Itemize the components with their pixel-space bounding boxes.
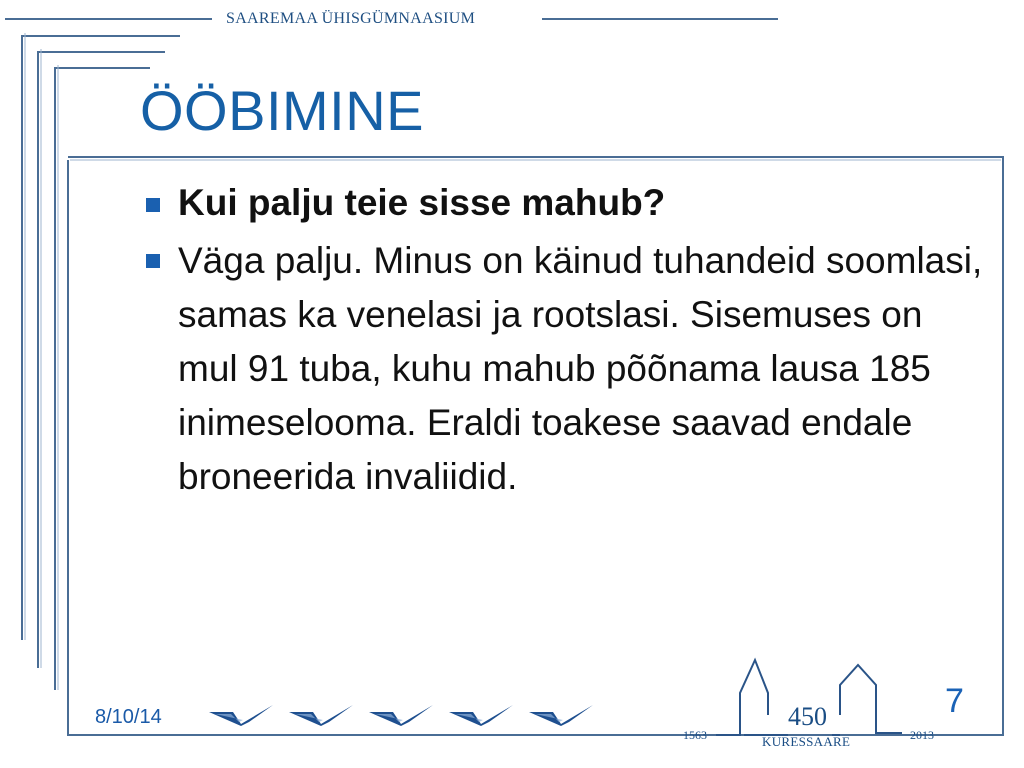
bullet-item [146, 178, 986, 228]
slide-content [146, 178, 986, 510]
school-name: SAAREMAA ÜHISGÜMNAASIUM [226, 10, 476, 27]
logo-number: 450 [788, 702, 827, 731]
bird-decoration-icon [205, 700, 605, 730]
page-number: 7 [945, 682, 964, 720]
slide-title: ÖÖBIMINE [140, 79, 425, 142]
bullet-item [146, 234, 986, 504]
bullet-text: Kui palju teie sisse mahub? [178, 182, 666, 223]
logo-city: KURESSAARE [762, 734, 851, 749]
footer-date: 8/10/14 [95, 706, 162, 728]
logo-year-end: 2013 [910, 728, 934, 742]
bullet-square-icon [146, 254, 160, 268]
bullet-text: Väga palju. Minus on käinud tuhandeid soomlasi, samas ka venelasi ja rootslasi. Sisemuses on mul 91 tuba, kuhu mahub põõnama lausa 185 inimeselooma. Eraldi toakese saavad endale broneerida invaliidid. [178, 240, 983, 497]
bullet-square-icon [146, 198, 160, 212]
logo-year-start: 1563 [683, 728, 707, 742]
